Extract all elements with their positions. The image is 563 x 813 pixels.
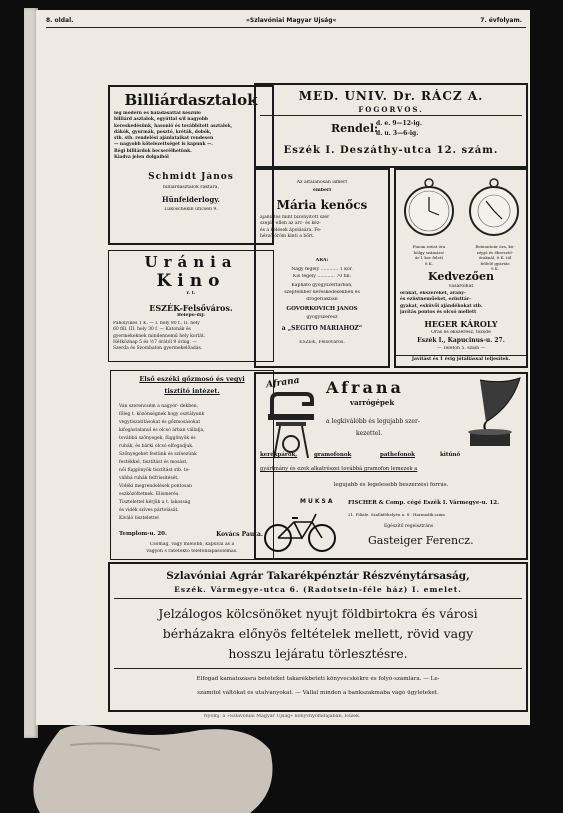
product-bicycles: kerékpárok,	[260, 452, 298, 458]
afrana-owner: Gasteiger Ferencz.	[368, 534, 474, 547]
steam-laundry-ad	[110, 370, 274, 560]
watch-caption-line: hölgy számára!	[413, 249, 445, 255]
ointment-line: hérző öröm kinti a bőrt.	[260, 233, 315, 239]
afrana-line1: a legkiválóbb és legujabb szer-	[326, 418, 420, 425]
heger-name: HEGER KÁROLY	[424, 319, 498, 329]
issue-label: 7. évfolyam.	[480, 17, 522, 24]
dentist-hours-1: d. e. 9—12-ig.	[376, 120, 422, 127]
maria-ointment-ad	[254, 168, 390, 368]
afrana-row3: legujabb és legelesebb beszerzési forrás.	[333, 482, 449, 488]
watch-caption-line: Finom ezüst óra	[412, 244, 446, 249]
ointment-line: és a kelések ápolására. Fe-	[260, 227, 322, 233]
newspaper-page	[36, 10, 530, 725]
billiard-title: Billiárdasztalok	[124, 91, 258, 109]
laundry-line: továbbá szőnyegek, függönyök és	[119, 436, 196, 441]
laundry-title-2: tisztító intézet.	[164, 387, 220, 395]
urania-title: Uránia	[144, 253, 238, 271]
laundry-line: főleg t. közönségnek hogy osztályunk	[119, 412, 205, 417]
bank-footer-2: számítol váltókat és utalványokat. — Vállal minden a bankszakmába vágó ügyleteket.	[197, 690, 439, 696]
afrana-title: Afrana	[326, 378, 404, 397]
dentist-title: MED. UNIV. Dr. RÁCZ A.	[298, 89, 484, 103]
bicycle-icon	[262, 508, 340, 554]
laundry-footer-1: Csomag, vagy mielőbb, kapuval ás á	[149, 542, 235, 547]
heger-line: és ezüstneműeket, ezüsttár-	[400, 297, 472, 303]
heger-line: órákat, ékszereket, arany-	[400, 291, 466, 296]
heger-subtitle: vásárolhat	[448, 284, 474, 289]
ointment-line: szeplő ellen az arc- és kéz-	[260, 221, 321, 227]
laundry-line: eszközöltetnek. Elismerés.	[119, 492, 180, 497]
ointment-price-large: Nagy tégely ............ 1 kor.	[291, 267, 353, 272]
heger-name-title: Órás és ékszerész, tőzsde	[431, 330, 491, 335]
fischer-line: FISCHER & Comp. cégé Eszék I. Vármegye-u. 12.	[348, 500, 500, 506]
urania-rt: r. t.	[186, 291, 196, 296]
watch-caption-2	[464, 244, 526, 272]
heger-line: javítás pontos és olcsó mellett	[400, 309, 477, 315]
billiard-line: Régi billiárdok becserélhetünk.	[114, 148, 192, 154]
ointment-shop: a „SEGÍTŐ MÁRIÁHOZ“	[281, 325, 363, 332]
billiard-line: Kiadva jelen dolgaiból	[114, 155, 169, 161]
billiard-ad	[108, 85, 274, 245]
laundry-line: Kiváló tisztelettel	[119, 516, 159, 521]
afrana-sewing-ad	[254, 372, 528, 560]
laundry-line: vegytiszatításokat és gőzmosásokat	[119, 420, 201, 425]
billiard-line: kereskedésünk, hasonló és továbbított asztalok,	[114, 123, 233, 129]
heger-title: Kedvezően	[428, 270, 494, 283]
watch-caption-1	[400, 244, 458, 266]
laundry-body	[119, 403, 265, 531]
urania-line: gyermekeknek mindennemű hely korlát.	[113, 333, 206, 339]
dentist-hours-2: d. u. 3—6-ig.	[376, 130, 419, 137]
bank-line-3: hosszu lejáratu törlesztésre.	[228, 646, 408, 661]
laundry-line: Szőnyegeket festünk és színezünk	[119, 452, 197, 457]
bank-footer-1: Elfogad kamatozásra betéteket takarékbetéti könyvecskékre és folyó-számlára. — Le-	[196, 676, 440, 682]
bank-title: Szlavóniai Agrár Takarékpénztár Részvénytársaság,	[166, 570, 470, 582]
laundry-line: Tisztelettel kérjük a t. lakosság	[119, 500, 191, 505]
billiard-addr: Lukoschekin uticsen 9.	[164, 207, 218, 212]
ointment-body	[260, 215, 384, 243]
laundry-line: vábbá ruhák felfrissítését,	[119, 476, 179, 481]
laundry-line: és vidék szíves pártolását.	[119, 508, 179, 513]
watch-caption-line: óraknál, 6 K. tól	[478, 255, 512, 260]
agrar-bank-ad	[108, 562, 528, 712]
ointment-intro: Az általánosan ismert	[296, 180, 348, 185]
dentist-sub: FOGORVOS.	[358, 105, 424, 114]
page-number: 8. oldal.	[46, 17, 74, 24]
urania-entry: Belépő-díj:	[177, 313, 205, 318]
laundry-line: festékkel, tisztítást és mosást,	[119, 460, 188, 465]
ointment-title: Mária kenőcs	[276, 198, 368, 212]
billiard-line: — nagyobb kötelezettséget is kapunk —.	[114, 142, 213, 148]
ointment-city: ESZÉK, Felsőváros.	[299, 340, 345, 345]
product-excellent: kitűnő	[440, 452, 461, 458]
bank-line-1: Jelzálogos kölcsönöket nyujt földbirtokra és városi	[158, 606, 478, 621]
bank-line-2: bérházakra előnyös feltételek mellett, rövid vagy	[162, 626, 474, 641]
ointment-intro-2: emberi	[312, 188, 332, 193]
ointment-price-label: ÁRA:	[315, 258, 329, 263]
heger-watch-ad	[394, 168, 528, 368]
watch-caption-line: ár 1 kor felett	[414, 255, 444, 260]
watch-caption-line: felfelé gyártás	[480, 260, 510, 266]
ointment-owner-title: gyógyszerész	[306, 315, 338, 320]
laundry-title: Első eszéki gőzmosó és vegyi	[139, 375, 245, 383]
urania-line: Hétköznap 5 és ½7 órától 9 óráig. —	[113, 339, 197, 345]
laundry-line: kifogástalanul és olcsó árban vállalja,	[119, 428, 205, 433]
heger-footer: Javítást és 1 évig jótállással teljesítek.	[396, 355, 526, 363]
watch-caption-line: Remontoár óra, kö-	[475, 244, 515, 249]
product-gramophones: gramofonok	[314, 452, 352, 458]
pocket-watch-icon	[401, 175, 457, 239]
product-pathephones: pathefonok	[380, 452, 415, 458]
laundry-line: ruhák, és bárki olcsó elfogadjuk.	[119, 444, 194, 449]
afrana-brand: MUKSA	[300, 498, 335, 505]
laundry-line: Vidéki megrendelések pontosan	[119, 484, 192, 489]
gramophone-icon	[464, 376, 526, 454]
urania-kino: Kino	[156, 271, 226, 291]
billiard-sub: billiárdasztalok raktára,	[163, 185, 219, 190]
billiard-city: Hünfelderlogy.	[162, 195, 220, 204]
ointment-owner: GOVORKOVICH JÁNOS	[286, 306, 358, 312]
fischer-line-2: 21. Filiale. Szalláfőhelyén u. 8 · Harmadik szám	[348, 512, 445, 517]
ointment-drogeria: drogériákban	[306, 297, 338, 302]
afrana-sub: varrógépek	[350, 398, 395, 407]
laundry-line: női függönyök tisztítást stb. to-	[119, 468, 190, 473]
watch-caption-line: 8 K.	[424, 260, 434, 266]
dentist-ad	[254, 83, 528, 168]
sewing-machine-icon	[262, 390, 320, 460]
billiard-line: billiárd asztalok, egyúttal s/d nagyobb	[114, 117, 208, 123]
urania-line: Páholyülés 1 K. — I. hely 80 f., II. hely	[113, 321, 200, 326]
fischer-line-3: Egészítő regeisztráns	[384, 524, 434, 529]
paper-title: »Szlavóniai Magyar Ujság«	[246, 17, 337, 24]
afrana-logo: Afrana	[265, 375, 301, 391]
laundry-footer-2: vagyon s rátétektő telefonlapásolomás.	[146, 549, 238, 554]
ointment-pharmacy: Kapható gyógyszertárban,	[291, 283, 353, 288]
printer-footer: Nyomj. a »Szlavóniai Magyar Ujság« könyvnyomdájában, Eszék.	[203, 714, 361, 719]
heger-body	[400, 291, 522, 317]
laundry-address: Templom-u. 20.	[119, 531, 167, 537]
afrana-products	[260, 452, 526, 462]
urania-body	[113, 321, 269, 359]
urania-city: ESZÉK-Felsőváros.	[149, 303, 233, 313]
watch-icon	[466, 175, 522, 239]
billiard-owner: Schmidt János	[148, 172, 234, 182]
laundry-line: Van szerencsém a nagyér- dekben,	[119, 404, 199, 409]
urania-cinema-ad	[108, 250, 274, 362]
heger-address: Eszék I., Kapucinus-u. 27.	[417, 337, 505, 344]
bank-address: Eszék. Vármegye-utca 6. (Radotsein-féle ház) I. emelet.	[174, 585, 462, 594]
heger-line: gyakat, esküvői ajándékokat stb.	[400, 303, 483, 309]
hand-holding-page	[0, 700, 300, 813]
ointment-shops: szeptember kereskedésekben és	[284, 290, 360, 295]
urania-line: Szerda és Szombaton gyermekelőadás.	[113, 346, 203, 352]
laundry-owner: Kovács Pauta.	[216, 531, 263, 538]
billiard-body	[114, 111, 268, 165]
dentist-address: Eszék I. Deszáthy-utca 12. szám.	[283, 145, 499, 156]
afrana-line2: kezettel.	[356, 430, 383, 437]
billiard-line: dákók, gyurmák, posztó, kréták, dobók,	[114, 129, 212, 135]
billiard-line: leg modern és haladásáttal készülő	[114, 111, 201, 116]
urania-line: 60 fill. III. hely 30 f. — Katonák és	[113, 327, 191, 333]
afrana-row2: gyártmány és ezek alkatrészei továbbá gramofon lemezek a	[260, 466, 418, 472]
watch-caption-line: 9 K.	[490, 266, 500, 271]
watch-caption-line: zépjó és ébresztő-	[476, 249, 514, 255]
ointment-line: ajánlatos mint bizonyított szer	[260, 215, 330, 220]
page-header	[46, 13, 526, 27]
dentist-hours-label: Rendel:	[331, 122, 379, 135]
heger-phone: — Telefon 5. szám —	[436, 346, 486, 351]
ointment-price-small: Kis tégely ............ 70 fill.	[292, 274, 352, 279]
billiard-line: stb. stb. rendelési ajánlataikat rendesen	[114, 136, 214, 142]
